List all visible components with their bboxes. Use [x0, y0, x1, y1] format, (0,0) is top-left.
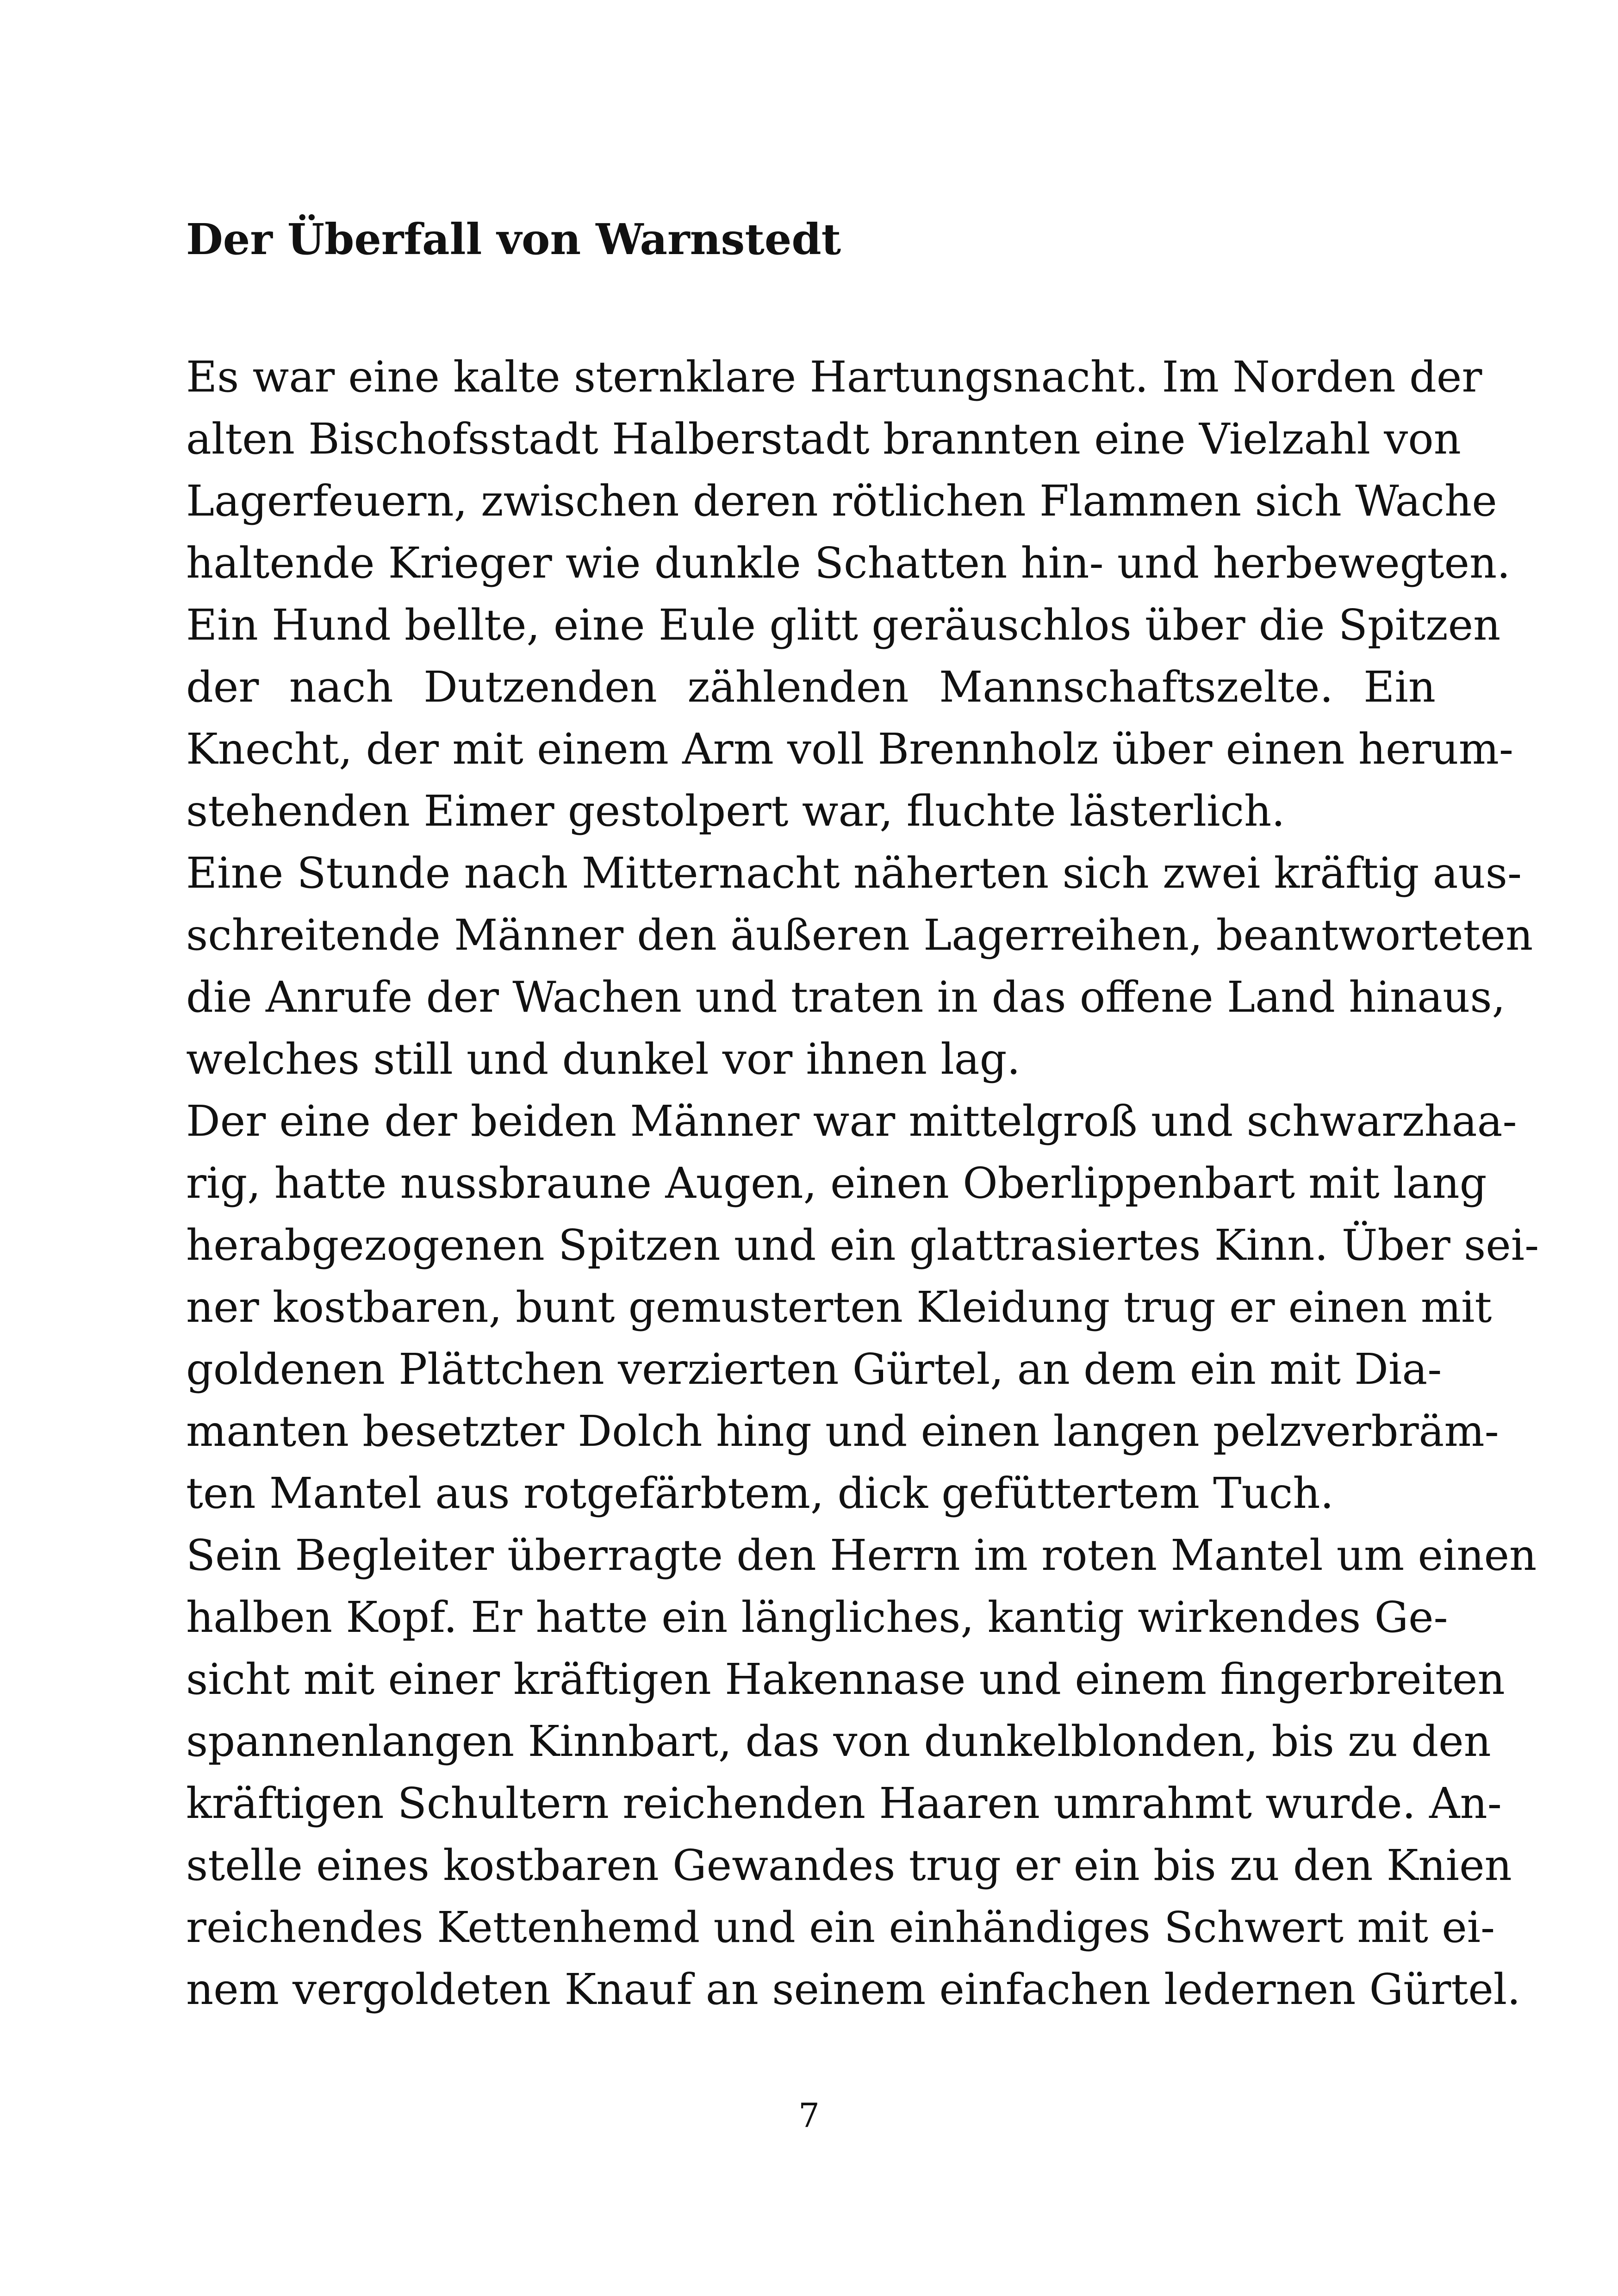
- text-line: ner kostbaren, bunt gemusterten Kleidung trug er einen mit: [186, 1282, 1492, 1332]
- text-line: Eine Stunde nach Mitternacht näherten sich zwei kräftig aus-: [186, 848, 1522, 898]
- text-line: der nach Dutzenden zählenden Mannschaftszelte. Ein: [186, 662, 1436, 712]
- text-line: welches still und dunkel vor ihnen lag.: [186, 1034, 1021, 1084]
- text-line: stehenden Eimer gestolpert war, fluchte lästerlich.: [186, 786, 1285, 836]
- text-line: Sein Begleiter überragte den Herrn im roten Mantel um einen: [186, 1531, 1537, 1580]
- text-line: die Anrufe der Wachen und traten in das offene Land hinaus,: [186, 972, 1506, 1022]
- chapter-title: Der Überfall von Warnstedt: [186, 214, 841, 264]
- text-line: Lagerfeuern, zwischen deren rötlichen Flammen sich Wache: [186, 476, 1497, 526]
- text-line: herabgezogenen Spitzen und ein glattrasiertes Kinn. Über sei-: [186, 1220, 1539, 1270]
- body-text: [186, 346, 1539, 2021]
- text-line: stelle eines kostbaren Gewandes trug er ein bis zu den Knien: [186, 1841, 1512, 1890]
- text-line: spannenlangen Kinnbart, das von dunkelblonden, bis zu den: [186, 1717, 1491, 1766]
- page-number: 7: [798, 2096, 820, 2135]
- text-line: Ein Hund bellte, eine Eule glitt geräuschlos über die Spitzen: [186, 600, 1501, 650]
- text-line: Es war eine kalte sternklare Hartungsnacht. Im Norden der: [186, 352, 1482, 402]
- text-line: reichendes Kettenhemd und ein einhändiges Schwert mit ei-: [186, 1903, 1495, 1952]
- text-line: halben Kopf. Er hatte ein längliches, kantig wirkendes Ge-: [186, 1593, 1448, 1642]
- text-line: rig, hatte nussbraune Augen, einen Oberlippenbart mit lang: [186, 1158, 1487, 1208]
- text-line: goldenen Plättchen verzierten Gürtel, an dem ein mit Dia-: [186, 1344, 1442, 1394]
- text-line: schreitende Männer den äußeren Lagerreihen, beantworteten: [186, 910, 1533, 960]
- text-line: sicht mit einer kräftigen Hakennase und einem fingerbreiten: [186, 1655, 1505, 1704]
- text-line: nem vergoldeten Knauf an seinem einfachen ledernen Gürtel.: [186, 1965, 1521, 2014]
- text-line: kräftigen Schultern reichenden Haaren umrahmt wurde. An-: [186, 1779, 1502, 1828]
- text-line: haltende Krieger wie dunkle Schatten hin- und herbewegten.: [186, 538, 1511, 588]
- text-line: manten besetzter Dolch hing und einen langen pelzverbräm-: [186, 1406, 1499, 1456]
- text-line: Knecht, der mit einem Arm voll Brennholz über einen herum-: [186, 724, 1513, 774]
- text-line: Der eine der beiden Männer war mittelgroß und schwarzhaa-: [186, 1096, 1517, 1146]
- text-line: ten Mantel aus rotgefärbtem, dick gefüttertem Tuch.: [186, 1468, 1334, 1518]
- text-line: alten Bischofsstadt Halberstadt brannten eine Vielzahl von: [186, 414, 1461, 464]
